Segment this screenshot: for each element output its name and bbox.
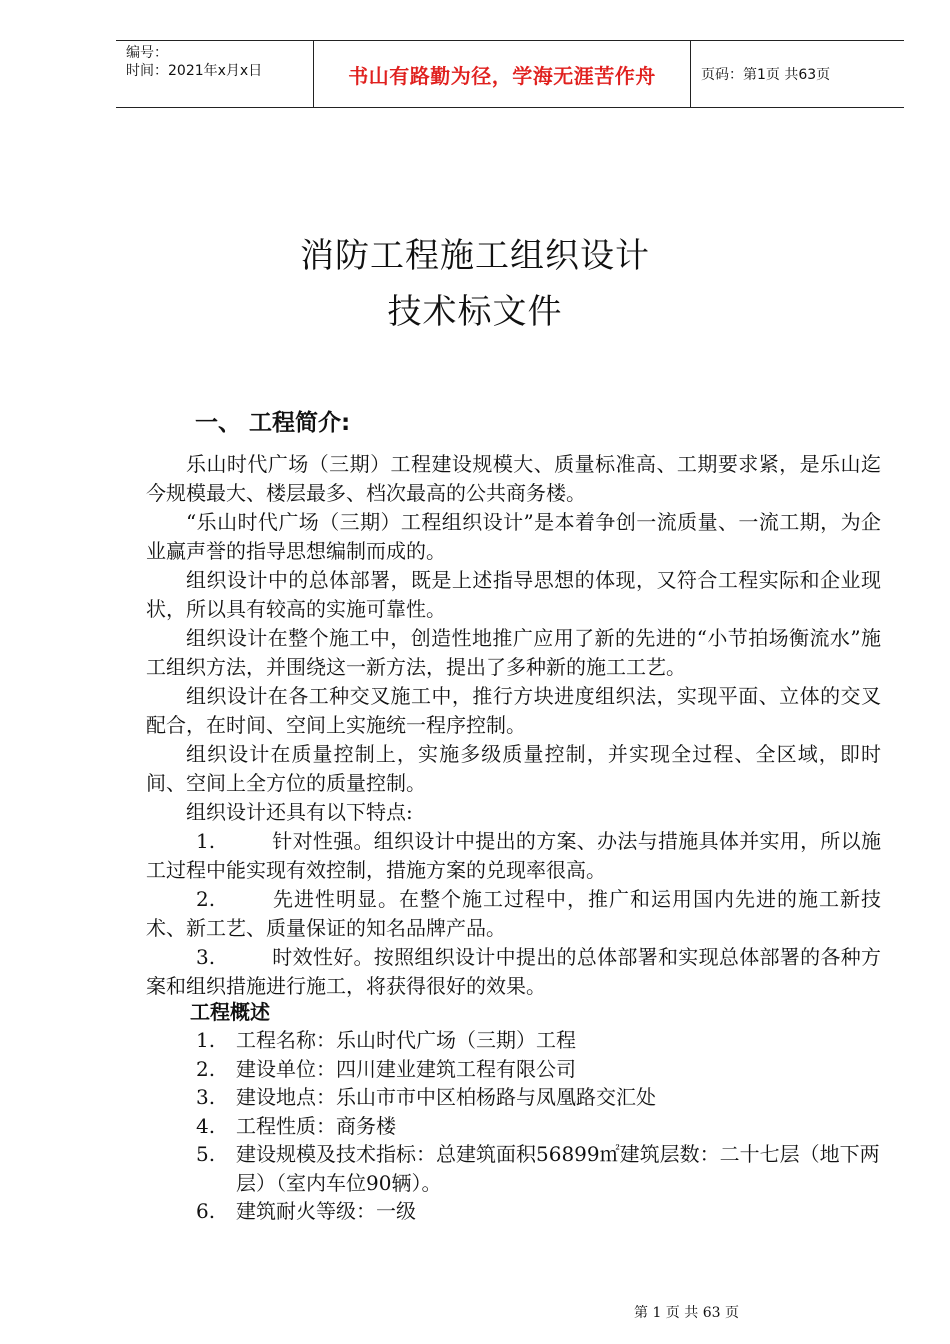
overview-item	[196, 1083, 896, 1112]
overview-text: 建筑耐火等级：一级	[236, 1199, 416, 1223]
document-subtitle: 技术标文件	[387, 292, 563, 332]
overview-text: 工程性质：商务楼	[236, 1113, 396, 1138]
feature-item	[146, 943, 881, 1001]
feature-text: 针对性强。组织设计中提出的方案、办法与措施具体并实用，所以施工过程中能实现有效控制，措施方案的兑现率很高。	[146, 829, 881, 882]
overview-item	[196, 1112, 896, 1141]
header-number-label: 编号：	[126, 45, 168, 61]
overview-text: 建设规模及技术指标：总建筑面积56899㎡建筑层数：二十七层（地下两层）（室内车位90辆）。	[236, 1142, 880, 1195]
overview-number: 4.	[196, 1113, 216, 1138]
paragraph: 乐山时代广场（三期）工程建设规模大、质量标准高、工期要求紧，是乐山迄今规模最大、楼层最多、档次最高的公共商务楼。	[146, 452, 881, 505]
paragraph: 组织设计中的总体部署，既是上述指导思想的体现，又符合工程实际和企业现状，所以具有较高的实施可靠性。	[146, 568, 881, 621]
document-title: 消防工程施工组织设计	[300, 236, 650, 276]
feature-item	[146, 885, 881, 943]
feature-text: 时效性好。按照组织设计中提出的总体部署和实现总体部署的各种方案和组织措施进行施工，将获得很好的效果。	[146, 945, 881, 998]
overview-item	[196, 1055, 896, 1084]
paragraph: 组织设计在质量控制上，实施多级质量控制，并实现全过程、全区域，即时间、空间上全方位的质量控制。	[146, 742, 881, 795]
header-time-label: 时间：2021年x月x日	[126, 63, 263, 79]
paragraph: 组织设计还具有以下特点:	[186, 800, 413, 824]
overview-item	[196, 1140, 896, 1197]
paragraph: 组织设计在整个施工中，创造性地推广应用了新的先进的“小节拍场衡流水”施工组织方法，并围绕这一新方法，提出了多种新的施工工艺。	[146, 626, 881, 679]
header-motto: 书山有路勤为径，学海无涯苦作舟	[314, 41, 691, 107]
paragraph: “乐山时代广场（三期）工程组织设计”是本着争创一流质量、一流工期，为企业赢声誉的指导思想编制而成的。	[146, 510, 881, 563]
overview-number: 5.	[196, 1142, 216, 1166]
overview-number: 6.	[196, 1199, 216, 1223]
overview-item	[196, 1197, 896, 1226]
overview-number: 2.	[196, 1056, 216, 1081]
overview-text: 工程名称：乐山时代广场（三期）工程	[236, 1028, 576, 1052]
overview-number: 1.	[196, 1028, 216, 1052]
overview-number: 3.	[196, 1085, 216, 1109]
feature-number: 3.	[196, 945, 216, 969]
header-page-label: 页码：第1页 共63页	[701, 67, 831, 83]
page-header	[116, 40, 904, 108]
overview-text: 建设地点：乐山市市中区柏杨路与凤凰路交汇处	[236, 1085, 656, 1109]
overview-text: 建设单位：四川建业建筑工程有限公司	[236, 1056, 576, 1081]
overview-item	[196, 1026, 896, 1055]
section-body	[146, 450, 881, 1001]
page-footer: 第 1 页 共 63 页	[634, 1305, 739, 1321]
feature-number: 2.	[196, 887, 216, 911]
paragraph: 组织设计在各工种交叉施工中，推行方块进度组织法，实现平面、立体的交叉配合，在时间、空间上实施统一程序控制。	[146, 684, 881, 737]
feature-item	[146, 827, 881, 885]
feature-number: 1.	[196, 829, 216, 853]
header-meta	[116, 41, 314, 107]
overview-heading: 工程概述	[190, 1000, 270, 1024]
feature-text: 先进性明显。在整个施工过程中，推广和运用国内先进的施工新技术、新工艺、质量保证的知名品牌产品。	[146, 887, 881, 940]
section-heading: 一、 工程简介:	[195, 410, 351, 436]
overview-list	[196, 1026, 896, 1226]
